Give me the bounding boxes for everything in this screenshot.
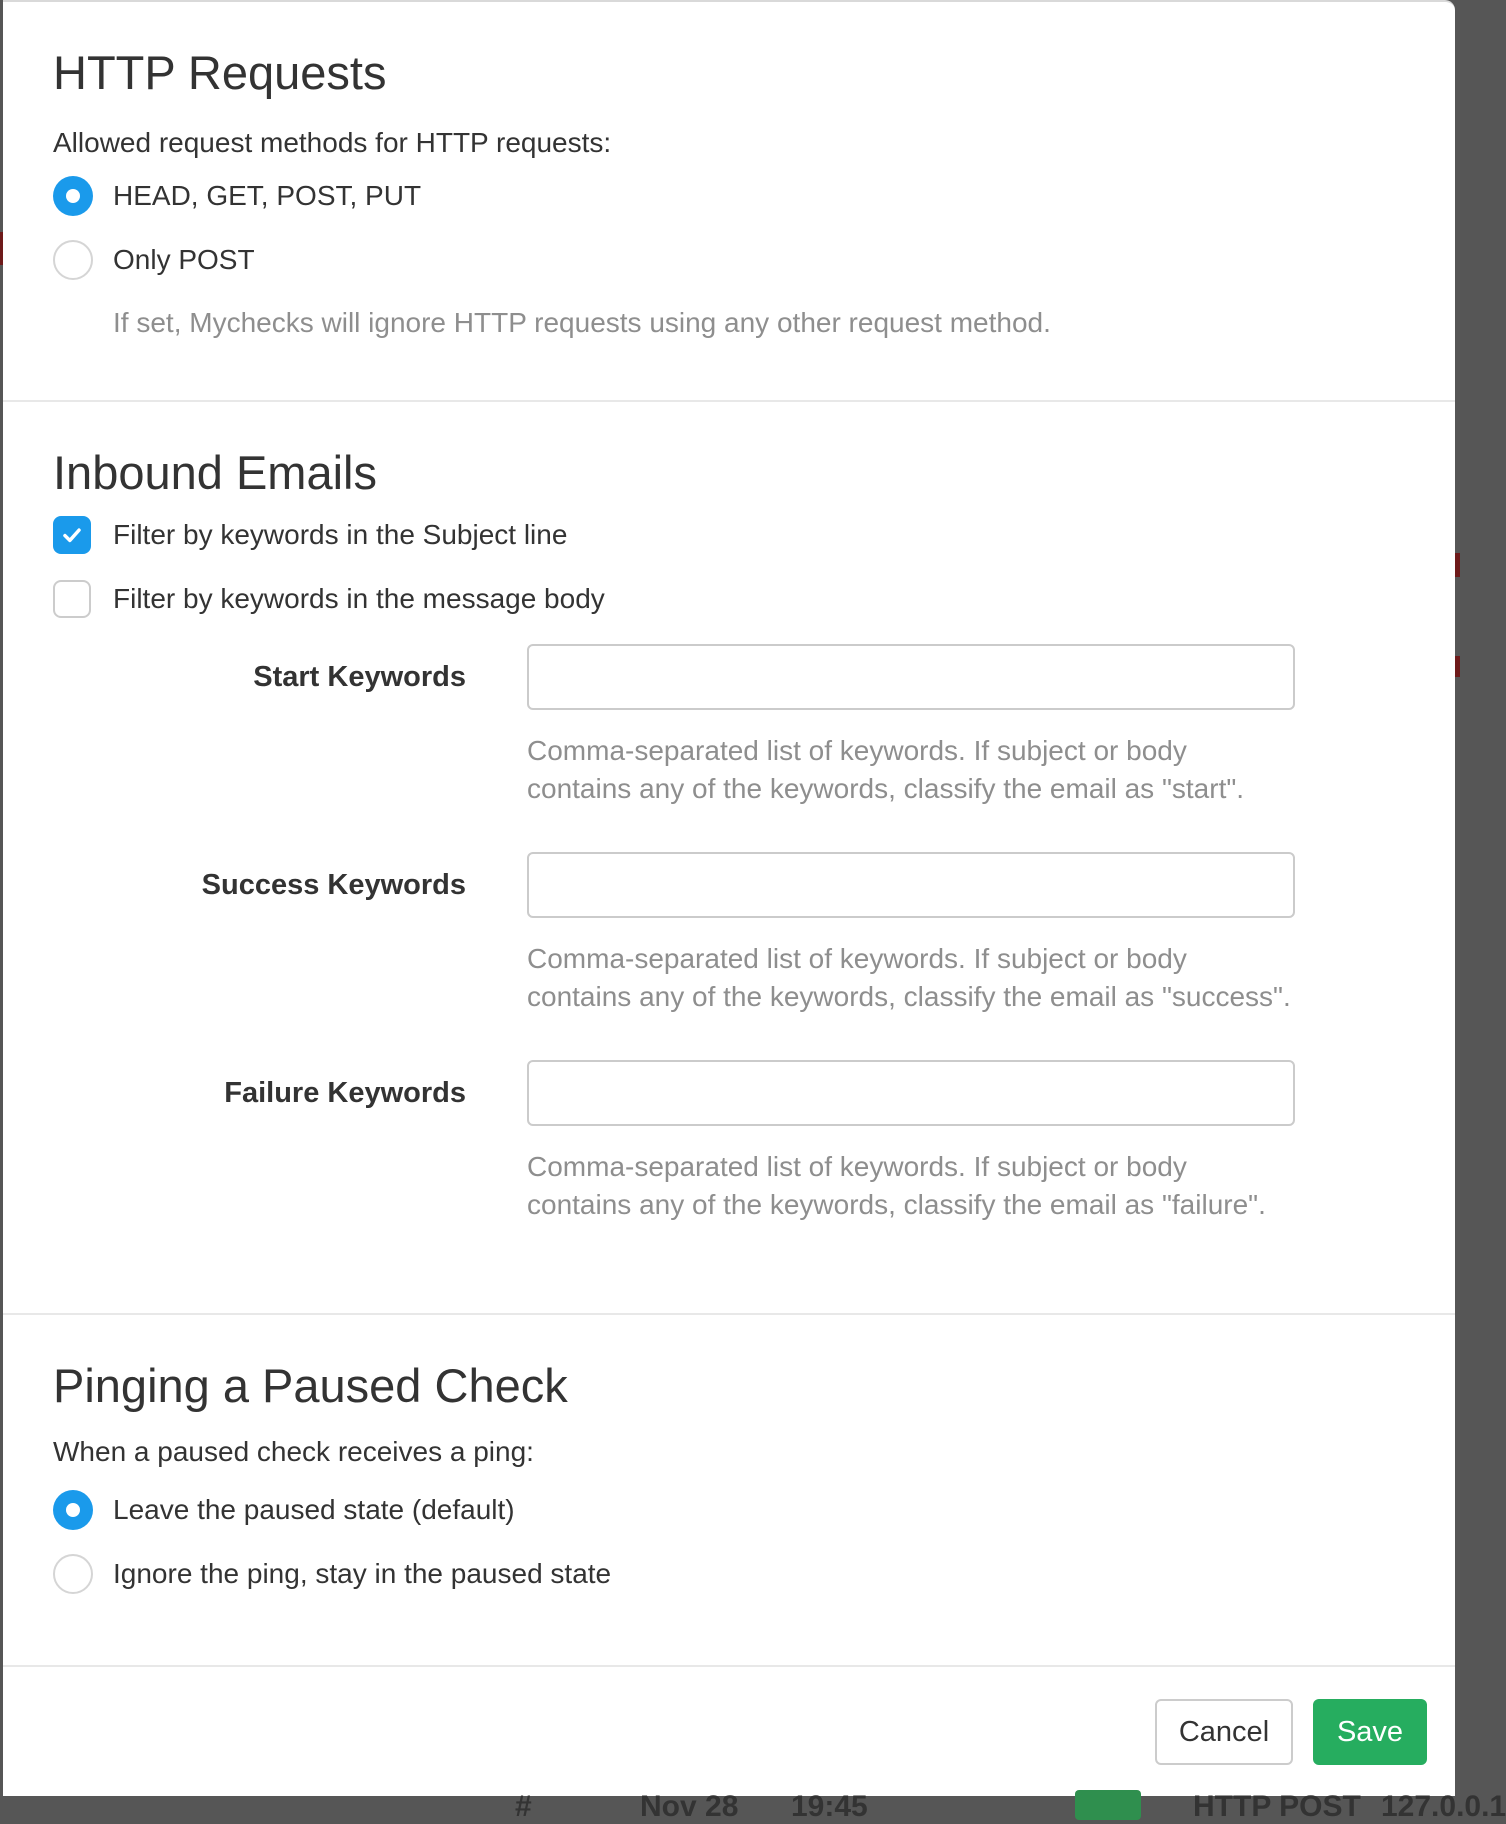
radio-leave-paused[interactable] — [53, 1490, 93, 1530]
background-row-hash: # — [515, 1790, 532, 1823]
background-red-sliver-right-bottom — [1455, 656, 1460, 677]
checkbox-row-filter-subject — [53, 516, 1405, 554]
checkmark-icon — [59, 522, 85, 548]
checkbox-label-filter-subject[interactable]: Filter by keywords in the Subject line — [113, 519, 568, 550]
checkbox-filter-subject[interactable] — [53, 516, 91, 554]
radio-row-leave-paused — [53, 1490, 1405, 1530]
start-keywords-help-line-2: contains any of the keywords, classify the email as "start". — [527, 773, 1245, 804]
start-keywords-label: Start Keywords — [253, 661, 466, 693]
inbound-emails-title: Inbound Emails — [53, 446, 377, 499]
checkbox-label-filter-body[interactable]: Filter by keywords in the message body — [113, 583, 605, 614]
start-keywords-input[interactable] — [527, 644, 1295, 710]
background-row-status-badge — [1075, 1790, 1141, 1820]
pinging-paused-title: Pinging a Paused Check — [53, 1359, 568, 1412]
checkbox-row-filter-body — [53, 580, 1405, 618]
http-requests-title: HTTP Requests — [53, 46, 387, 99]
settings-modal — [3, 0, 1455, 1790]
checkbox-filter-body[interactable] — [53, 580, 91, 618]
failure-keywords-help — [527, 1148, 1317, 1224]
success-keywords-help — [527, 940, 1317, 1016]
radio-head-get-post-put[interactable] — [53, 176, 93, 216]
failure-keywords-input[interactable] — [527, 1060, 1295, 1126]
success-keywords-help-line-1: Comma-separated list of keywords. If subject or body — [527, 943, 1187, 974]
section-pinging-paused — [3, 1315, 1455, 1667]
radio-ignore-ping[interactable] — [53, 1554, 93, 1594]
radio-label-ignore-ping[interactable]: Ignore the ping, stay in the paused state — [113, 1558, 612, 1589]
radio-only-post[interactable] — [53, 240, 93, 280]
success-keywords-label: Success Keywords — [201, 869, 466, 901]
field-row-failure-keywords — [53, 1060, 1405, 1224]
section-inbound-emails — [3, 402, 1455, 1315]
failure-keywords-help-line-1: Comma-separated list of keywords. If subject or body — [527, 1151, 1187, 1182]
background-row-ip: 127.0.0.1 — [1381, 1790, 1506, 1823]
background-table-row-sliver — [3, 1790, 1506, 1823]
start-keywords-field-main — [527, 644, 1317, 808]
save-button[interactable]: Save — [1313, 1699, 1427, 1765]
failure-keywords-label: Failure Keywords — [224, 1077, 466, 1109]
radio-label-head-get-post-put[interactable]: HEAD, GET, POST, PUT — [113, 180, 422, 211]
section-http-requests — [3, 2, 1455, 402]
start-keywords-help-line-1: Comma-separated list of keywords. If subject or body — [527, 735, 1187, 766]
pinging-paused-intro: When a paused check receives a ping: — [53, 1436, 534, 1467]
only-post-note: If set, Mychecks will ignore HTTP requests using any other request method. — [113, 307, 1051, 338]
radio-label-leave-paused[interactable]: Leave the paused state (default) — [113, 1494, 515, 1525]
radio-label-only-post[interactable]: Only POST — [113, 244, 255, 275]
failure-keywords-field-main — [527, 1060, 1317, 1224]
field-row-start-keywords — [53, 644, 1405, 808]
success-keywords-input[interactable] — [527, 852, 1295, 918]
field-row-success-keywords — [53, 852, 1405, 1016]
background-red-sliver-right-top — [1455, 553, 1460, 577]
radio-row-only-post — [53, 240, 1405, 280]
start-keywords-help — [527, 732, 1317, 808]
http-requests-intro: Allowed request methods for HTTP requests: — [53, 127, 612, 158]
modal-footer — [3, 1667, 1455, 1792]
success-keywords-field-main — [527, 852, 1317, 1016]
failure-keywords-help-line-2: contains any of the keywords, classify the email as "failure". — [527, 1189, 1266, 1220]
background-row-method: HTTP POST — [1193, 1790, 1361, 1823]
radio-row-ignore-ping — [53, 1554, 1405, 1594]
background-row-time: 19:45 — [791, 1790, 868, 1823]
background-row-date: Nov 28 — [640, 1790, 739, 1823]
cancel-button[interactable]: Cancel — [1155, 1699, 1293, 1765]
radio-row-head-get-post-put — [53, 176, 1405, 216]
success-keywords-help-line-2: contains any of the keywords, classify the email as "success". — [527, 981, 1291, 1012]
